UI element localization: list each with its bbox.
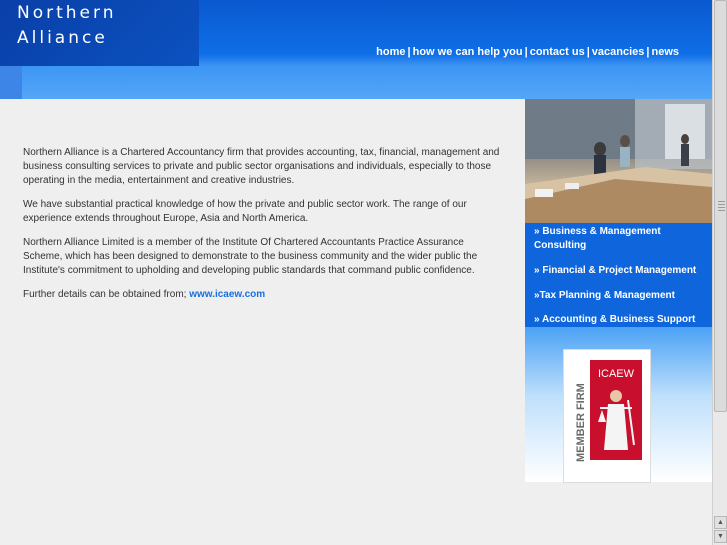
services-menu (525, 223, 712, 327)
nav-separator: | (407, 46, 411, 58)
menu-tax-planning[interactable]: »Tax Planning & Management (534, 290, 675, 301)
menu-business-management[interactable]: » Business & Management Consulting (534, 226, 661, 251)
scrollbar-grip-icon (718, 201, 725, 213)
nav-separator: | (524, 46, 528, 58)
sidebar (525, 99, 712, 482)
nav-separator: | (646, 46, 650, 58)
membership-paragraph: Northern Alliance Limited is a member of the Institute Of Chartered Accountants Practice Assurance Scheme, which has been designed to demonstrate to the business community and the wider public the Institute's commitment to upholding and developing public standards that command public confidence. (23, 237, 478, 276)
main-content (23, 146, 503, 312)
nav-separator: | (586, 46, 590, 58)
icaew-link[interactable]: www.icaew.com (189, 289, 266, 300)
menu-financial-project[interactable]: » Financial & Project Management (534, 265, 697, 276)
scroll-up-icon[interactable]: ▲ (714, 516, 727, 529)
menu-accounting-support[interactable]: » Accounting & Business Support (534, 314, 696, 325)
nav-contact-us[interactable]: contact us (529, 46, 585, 58)
header-band (22, 66, 712, 99)
further-details (23, 288, 503, 302)
badge-side-text: MEMBER FIRM (575, 383, 587, 462)
scroll-down-icon[interactable]: ▼ (714, 530, 727, 543)
vertical-scrollbar[interactable] (712, 0, 727, 545)
logo[interactable] (0, 0, 199, 66)
nav-news[interactable]: news (651, 46, 679, 58)
office-photo (525, 99, 712, 223)
intro-paragraph: Northern Alliance is a Chartered Accountancy firm that provides accounting, tax, financial, management and business consulting services to private and public sector organisations and individuals, especially to those operating in the media, entertainment and creative industries. (23, 147, 500, 186)
further-details-text: Further details can be obtained from; (23, 289, 187, 300)
badge-top-text: ICAEW (597, 368, 635, 380)
site-header (0, 0, 712, 99)
experience-paragraph: We have substantial practical knowledge of how the private and public sector work. The range of our experience extends throughout Europe, Asia and North America. (23, 199, 467, 224)
nav-home[interactable]: home (376, 46, 406, 58)
nav-how-we-can-help[interactable]: how we can help you (412, 46, 523, 58)
nav-vacancies[interactable]: vacancies (591, 46, 645, 58)
header-stripe (0, 66, 22, 99)
scrollbar-thumb[interactable] (714, 0, 727, 412)
icaew-member-badge (563, 349, 651, 483)
main-nav (376, 46, 679, 58)
logo-line-2: Alliance (17, 28, 108, 48)
logo-line-1: Northern (17, 3, 117, 23)
